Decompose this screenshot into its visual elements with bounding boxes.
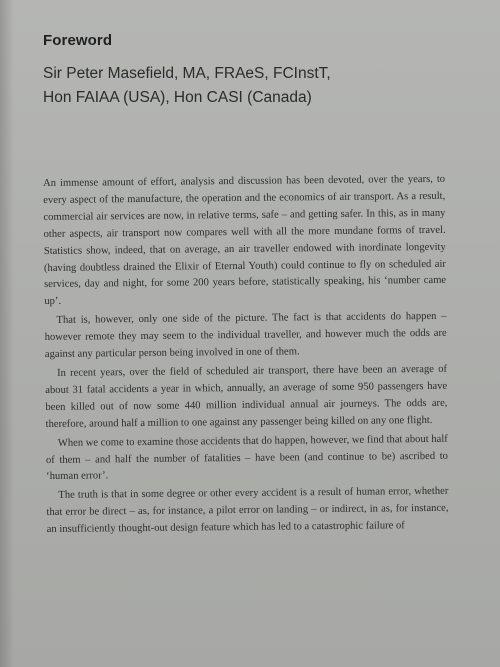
paragraph-3: In recent years, over the field of scheduled air transport, there have been an average of about 31 fatal accidents a year in which, annually, an average of some 950 passengers have been killed out of now some 440 million individual annual air journeys. The odds are, therefore, around half a million to one against any passenger being killed on any one flight. xyxy=(45,363,448,430)
paragraph-2: That is, however, only one side of the picture. The fact is that accidents do happen – however remote they may seem to the individual traveller, and however much the odds are against any particular person being involved in one of them. xyxy=(44,311,447,361)
author-honours-line: Hon FAIAA (USA), Hon CASI (Canada) xyxy=(43,89,312,106)
author-block xyxy=(43,62,483,110)
paragraph-4: When we come to examine those accidents that do happen, however, we find that about half of them – and half the number of fatalities – have been (and continue to be) ascribed to ‘human error’. xyxy=(45,433,449,483)
paragraph-1: An immense amount of effort, analysis and discussion has been devoted, over the years, to every aspect of the manufacture, the operation and the economics of air transport. As a result, commercial air services are now, in relative terms, safe – and getting safer. In this, as in many other aspects, air transport now compares well with all the more mundane forms of travel. Statistics show, indeed, that on average, an air traveller endowed with inordinate longevity (having doubtless drained the Elixir of Eternal Youth) could continue to fly on scheduled air services, day and night, for some 200 years before, statistically speaking, his ‘number came up’. xyxy=(43,173,447,308)
author-name-line: Sir Peter Masefield, MA, FRAeS, FCInstT, xyxy=(43,65,331,82)
foreword-body xyxy=(43,172,449,541)
page-edge-shadow xyxy=(0,0,14,667)
paragraph-5: The truth is that in some degree or other every accident is a result of human error, whether that error be direct – as, for instance, a pilot error on landing – or indirect, in as, for instance, an insufficiently thought-out design feature which has led to a catastrophic failure of xyxy=(46,486,449,536)
foreword-heading: Foreword xyxy=(43,32,113,49)
